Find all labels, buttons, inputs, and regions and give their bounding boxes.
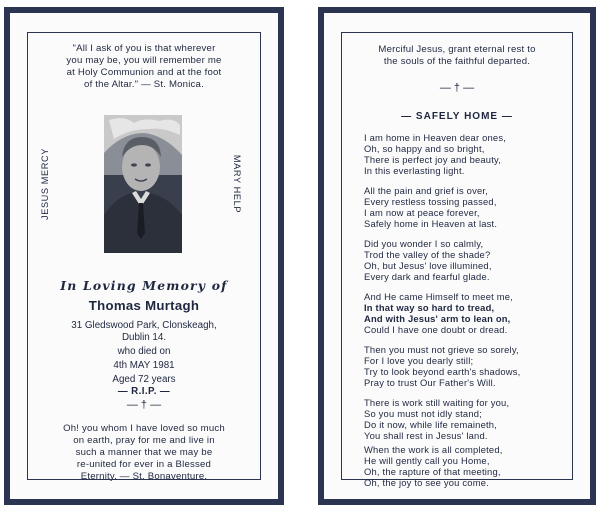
prayer-line: the souls of the faithful departed. [383, 56, 531, 67]
date-of-death: 4th MAY 1981 [113, 360, 175, 371]
poem-line: I am now at peace forever, [364, 207, 480, 218]
poem-line: Do it now, while life remaineth, [364, 419, 498, 430]
quote-line: Oh! you whom I have loved so much [63, 423, 225, 434]
jesus-mercy-label: JESUS MERCY [40, 148, 50, 220]
poem-line: Pray to trust Our Father's Will. [364, 377, 496, 388]
poem-stanza [364, 444, 554, 488]
poem-line: Then you must not grieve so sorely, [364, 344, 519, 355]
poem-line: All the pain and grief is over, [364, 185, 488, 196]
poem-line: When the work is all completed, [364, 444, 503, 455]
poem-line: There is perfect joy and beauty, [364, 154, 502, 165]
poem-line: Safely home in Heaven at last. [364, 218, 498, 229]
poem-line: And with Jesus' arm to lean on, [364, 313, 511, 324]
quote-line: on earth, pray for me and live in [73, 435, 215, 446]
poem-line: Did you wonder I so calmly, [364, 238, 484, 249]
address-line: 31 Gledswood Park, Clonskeagh, [71, 320, 217, 331]
poem-line: In that way so hard to tread, [364, 302, 495, 313]
deceased-name: Thomas Murtagh [88, 298, 200, 313]
poem-line: Oh, but Jesus' love illumined, [364, 260, 492, 271]
poem-stanza [364, 132, 554, 176]
st-monica-quote [28, 43, 260, 91]
poem-line: Oh, the joy to see you come. [364, 477, 489, 488]
st-bonaventure-quote [28, 423, 260, 483]
portrait-photo [104, 115, 182, 253]
poem-line: Every restless tossing passed, [364, 196, 497, 207]
poem-stanza [364, 397, 554, 441]
prayer-line: Merciful Jesus, grant eternal rest to [378, 44, 536, 55]
poem-line: So you must not idly stand; [364, 408, 482, 419]
died-label: who died on [117, 346, 171, 357]
quote-line: Eternity. — St. Bonaventure. [80, 471, 208, 482]
poem-line: I am home in Heaven dear ones, [364, 132, 507, 143]
age-at-death: Aged 72 years [112, 374, 176, 385]
poem-line: In this everlasting light. [364, 165, 465, 176]
poem-stanza [364, 185, 554, 229]
poem-line: He will gently call you Home, [364, 455, 490, 466]
poem-line: Could I have one doubt or dread. [364, 324, 508, 335]
poem-stanza [364, 238, 554, 282]
quote-line: of the Altar." — St. Monica. [84, 79, 204, 90]
memorial-card-front [4, 7, 284, 505]
poem-line: Trod the valley of the shade? [364, 249, 491, 260]
mary-help-label: MARY HELP [232, 154, 242, 214]
poem-line: And He came Himself to meet me, [364, 291, 513, 302]
card-front-frame [27, 32, 261, 480]
poem-title: — SAFELY HOME — [401, 111, 513, 122]
cross-icon: — † — [126, 399, 162, 411]
address-line: Dublin 14. [121, 332, 167, 343]
eternal-rest-prayer [342, 44, 572, 68]
poem-line: You shall rest in Jesus' land. [364, 430, 488, 441]
quote-line: such a manner that we may be [75, 447, 213, 458]
cross-icon: — † — [439, 82, 475, 94]
quote-line: "All I ask of you is that wherever [72, 43, 216, 54]
in-loving-memory-heading: In Loving Memory of [60, 278, 228, 293]
poem-stanza [364, 344, 554, 388]
memorial-card-back [318, 7, 596, 505]
poem-line: Oh, so happy and so bright, [364, 143, 485, 154]
quote-line: you may be, you will remember me [66, 55, 222, 66]
poem-line: There is work still waiting for you, [364, 397, 510, 408]
quote-line: at Holy Communion and at the foot [66, 67, 222, 78]
poem-line: For I love you dearly still; [364, 355, 474, 366]
poem-line: Try to look beyond earth's shadows, [364, 366, 521, 377]
poem-line: Every dark and fearful glade. [364, 271, 490, 282]
rip-line: — R.I.P. — [117, 386, 171, 397]
poem-line: Oh, the rapture of that meeting, [364, 466, 501, 477]
poem-stanza [364, 291, 554, 335]
card-back-frame [341, 32, 573, 488]
quote-line: re-united for ever in a Blessed [76, 459, 212, 470]
